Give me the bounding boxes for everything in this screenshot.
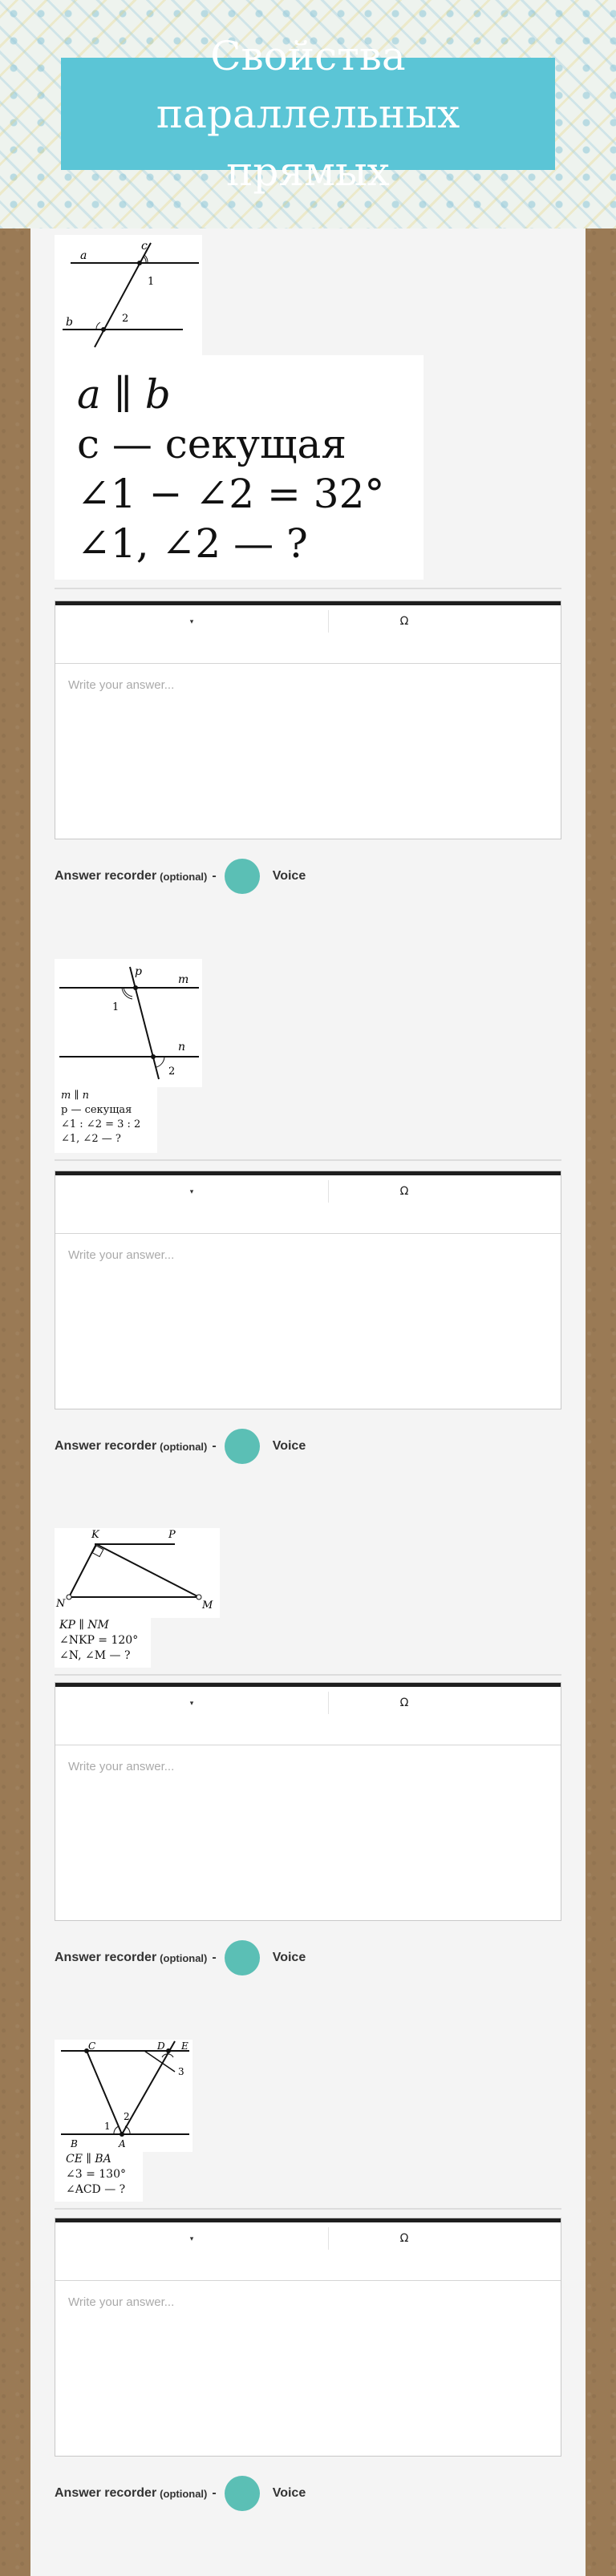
chevron-down-icon: ▾ [189, 1698, 194, 1707]
fig3-label-N: N [56, 1598, 66, 1610]
condition-line: ∠ACD — ? [66, 2183, 126, 2196]
fig4-label-E: E [181, 2040, 188, 2052]
chevron-down-icon: ▾ [189, 2234, 194, 2242]
divider [55, 588, 561, 589]
answer-input[interactable]: Write your answer... [68, 1760, 175, 1773]
special-character-button[interactable]: Ω [399, 2232, 409, 2245]
problem-1-conditions [55, 355, 424, 580]
record-button[interactable] [225, 1429, 260, 1464]
condition-line: CE ∥ BA [66, 2153, 111, 2166]
fig2-label-1: 1 [112, 1001, 120, 1013]
page-title: Свойства параллельных прямых [156, 33, 460, 195]
recorder-dash: - [212, 1439, 217, 1453]
fig4-label-2: 2 [124, 2111, 130, 2122]
fig1-label-a: a [80, 249, 87, 262]
condition-line: a ∥ b [77, 371, 171, 418]
recorder-label: Answer recorder [55, 2486, 157, 2500]
format-dropdown[interactable] [55, 605, 328, 637]
fig3-label-M: M [202, 1599, 213, 1612]
divider [55, 2208, 561, 2210]
chevron-down-icon: ▾ [189, 1187, 194, 1195]
answer-recorder [55, 1429, 561, 1464]
condition-line: ∠1 : ∠2 = 3 : 2 [61, 1118, 141, 1130]
editor-toolbar [55, 601, 561, 664]
editor-toolbar [55, 1683, 561, 1745]
condition-line: ∠1, ∠2 — ? [61, 1133, 121, 1145]
fig4-label-D: D [157, 2040, 165, 2052]
fig2-label-2: 2 [168, 1066, 176, 1078]
special-character-button[interactable]: Ω [399, 615, 409, 628]
format-dropdown[interactable] [55, 1687, 328, 1719]
condition-line: p — секущая [61, 1104, 132, 1116]
editor-toolbar [55, 2218, 561, 2281]
fig4-label-A: A [119, 2138, 126, 2149]
special-character-button[interactable]: Ω [399, 1696, 409, 1709]
problem-3-conditions [55, 1618, 151, 1668]
voice-label: Voice [272, 1951, 306, 1964]
fig1-label-b: b [66, 316, 73, 329]
answer-input[interactable]: Write your answer... [68, 1248, 175, 1262]
toolbar-separator [328, 610, 329, 633]
recorder-label: Answer recorder [55, 1951, 157, 1964]
answer-editor [55, 601, 561, 839]
problem-3-figure [55, 1528, 220, 1618]
recorder-optional: (optional) [160, 1951, 208, 1964]
toolbar-separator [328, 2227, 329, 2250]
fig2-label-n: n [178, 1041, 186, 1053]
record-button[interactable] [225, 859, 260, 894]
title-banner [61, 33, 555, 195]
editor-toolbar [55, 1171, 561, 1234]
answer-recorder [55, 2476, 561, 2511]
condition-line: ∠1, ∠2 — ? [77, 520, 308, 567]
recorder-dash: - [212, 2486, 217, 2500]
condition-line: c — секущая [77, 421, 346, 467]
format-dropdown[interactable] [55, 1175, 328, 1207]
recorder-dash: - [212, 869, 217, 883]
toolbar-separator [328, 1692, 329, 1714]
voice-label: Voice [272, 869, 306, 883]
condition-line: m ∥ n [61, 1090, 89, 1102]
fig1-label-2: 2 [122, 313, 129, 325]
voice-label: Voice [272, 2486, 306, 2500]
special-character-button[interactable]: Ω [399, 1185, 409, 1198]
fig4-label-B: B [71, 2138, 78, 2149]
fig4-label-C: C [88, 2040, 96, 2052]
problem-4-conditions [55, 2152, 143, 2202]
answer-recorder [55, 1940, 561, 1975]
recorder-label: Answer recorder [55, 869, 157, 883]
answer-input[interactable]: Write your answer... [68, 678, 175, 692]
divider [55, 1159, 561, 1161]
problem-1-figure [55, 235, 202, 355]
recorder-label: Answer recorder [55, 1439, 157, 1453]
divider [55, 1674, 561, 1676]
fig3-label-K: K [91, 1529, 99, 1541]
answer-editor [55, 1171, 561, 1409]
fig2-label-p: p [135, 965, 142, 978]
answer-input[interactable]: Write your answer... [68, 2295, 175, 2309]
format-dropdown[interactable] [55, 2222, 328, 2255]
toolbar-separator [328, 1180, 329, 1203]
record-button[interactable] [225, 1940, 260, 1975]
recorder-optional: (optional) [160, 870, 208, 883]
fig1-label-1: 1 [148, 276, 155, 288]
answer-editor [55, 1682, 561, 1921]
fig2-label-m: m [178, 973, 189, 986]
fig4-label-3: 3 [178, 2066, 184, 2077]
fig1-label-c: c [141, 240, 148, 253]
condition-line: ∠3 = 130° [66, 2168, 126, 2181]
chevron-down-icon: ▾ [189, 617, 194, 625]
problem-2-conditions [55, 1087, 157, 1153]
condition-line: ∠NKP = 120° [59, 1634, 139, 1647]
answer-editor [55, 2218, 561, 2457]
recorder-dash: - [212, 1951, 217, 1964]
fig4-label-1: 1 [104, 2121, 111, 2132]
problem-2-figure [55, 959, 202, 1087]
fig3-label-P: P [168, 1529, 176, 1541]
condition-line: ∠1 − ∠2 = 32° [77, 471, 385, 517]
voice-label: Voice [272, 1439, 306, 1453]
recorder-optional: (optional) [160, 1440, 208, 1453]
record-button[interactable] [225, 2476, 260, 2511]
recorder-optional: (optional) [160, 2487, 208, 2500]
condition-line: ∠N, ∠M — ? [59, 1649, 131, 1662]
problem-4-figure [55, 2040, 192, 2152]
answer-recorder [55, 859, 561, 894]
condition-line: KP ∥ NM [59, 1619, 109, 1632]
